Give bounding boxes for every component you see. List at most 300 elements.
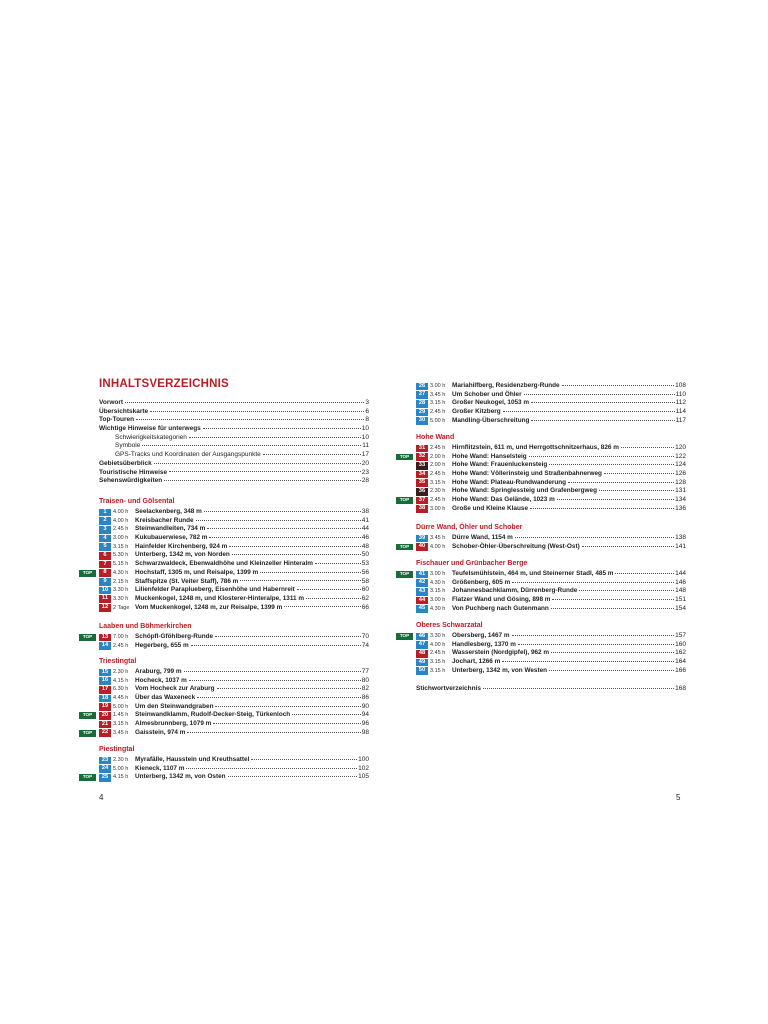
- tour-title: Hohe Wand: Frauenluckensteig: [452, 461, 548, 469]
- tour-number-badge: 49: [416, 659, 428, 667]
- toc-entry[interactable]: [99, 442, 369, 451]
- tour-entry[interactable]: [99, 534, 369, 543]
- section-heading: Hohe Wand: [416, 434, 455, 441]
- tour-title: Hohe Wand: Springlessteig und Grafenbergweg: [452, 487, 597, 495]
- tour-title: Kieneck, 1107 m: [135, 764, 185, 772]
- toc-list: [399, 632, 686, 675]
- toc-entry-page: 8: [365, 416, 369, 424]
- toc-entry[interactable]: [99, 451, 369, 460]
- tour-entry[interactable]: [82, 773, 369, 782]
- tour-entry[interactable]: [416, 641, 686, 650]
- tour-entry[interactable]: [99, 517, 369, 526]
- tour-number-badge: 45: [416, 605, 428, 613]
- tour-page: 74: [361, 641, 369, 649]
- tour-duration: 3.30 h: [113, 595, 129, 602]
- tour-page: 70: [361, 633, 369, 640]
- tour-number-badge: 1: [99, 509, 111, 517]
- tour-number-badge: 12: [99, 604, 111, 612]
- tour-number-badge: 5: [99, 543, 111, 551]
- toc-entry-title: Übersichtskarte: [99, 407, 149, 415]
- tour-page: 128: [675, 478, 686, 486]
- tour-title: Hohe Wand: Plateau-Rundwanderung: [452, 478, 567, 486]
- tour-page: 48: [361, 542, 369, 550]
- tour-page: 166: [675, 666, 686, 674]
- toc-list: [399, 534, 686, 551]
- tour-entry[interactable]: [99, 685, 369, 694]
- tour-title: Flatzer Wand und Gösing, 898 m: [452, 596, 551, 604]
- toc-list: [399, 444, 686, 514]
- dot-leader: [189, 680, 361, 681]
- tour-duration: 5.30 h: [113, 552, 129, 559]
- tour-title: Hirnflitzstein, 611 m, und Herrgottschnitzerhaus, 826 m: [452, 444, 619, 451]
- dot-leader: [483, 688, 674, 689]
- dot-leader: [292, 714, 361, 715]
- tour-duration: 3.15 h: [430, 400, 446, 407]
- tour-entry[interactable]: [416, 605, 686, 614]
- top-tour-badge: TOP: [396, 633, 413, 640]
- tour-entry[interactable]: [416, 487, 686, 496]
- toc-entry[interactable]: [99, 477, 369, 486]
- tour-page: 90: [361, 702, 369, 710]
- tour-page: 122: [675, 452, 686, 460]
- tour-duration: 3.15 h: [430, 667, 446, 674]
- toc-entry-page: 11: [362, 442, 369, 450]
- dot-leader: [551, 652, 674, 653]
- tour-number-badge: 43: [416, 588, 428, 596]
- top-tour-badge: TOP: [79, 712, 96, 719]
- dot-leader: [207, 528, 360, 529]
- tour-duration: 2.45 h: [430, 471, 446, 478]
- toc-entry-title: Gebietsüberblick: [99, 459, 152, 467]
- dot-leader: [306, 598, 361, 599]
- tour-entry[interactable]: [99, 642, 369, 651]
- tour-entry[interactable]: [416, 505, 686, 514]
- tour-number-badge: 8: [99, 569, 111, 577]
- tour-entry[interactable]: [416, 399, 686, 408]
- tour-duration: 2 Tage: [113, 604, 130, 611]
- dot-leader: [215, 706, 360, 707]
- section-heading: Traisen- und Gölsental: [99, 498, 175, 505]
- section-heading: Dürre Wand, Öhler und Schober: [416, 524, 523, 531]
- tour-page: 105: [358, 773, 369, 781]
- toc-entry-page: 23: [361, 468, 369, 476]
- tour-page: 136: [675, 504, 686, 512]
- section-heading: Oberes Schwarzatal: [416, 622, 483, 629]
- tour-number-badge: 46: [416, 633, 428, 641]
- tour-entry[interactable]: [99, 677, 369, 686]
- tour-duration: 4.00 h: [113, 509, 129, 515]
- tour-title: Hohe Wand: Das Gelände, 1023 m: [452, 496, 555, 504]
- tour-number-badge: 24: [99, 765, 111, 773]
- tour-title: Kukubauerwiese, 782 m: [135, 534, 208, 542]
- tour-entry[interactable]: [99, 551, 369, 560]
- tour-entry[interactable]: [416, 417, 686, 426]
- tour-number-badge: 30: [416, 417, 428, 425]
- toc-entry[interactable]: [99, 425, 369, 434]
- tour-title: Seelackenberg, 348 m: [135, 508, 202, 515]
- tour-page: 66: [361, 603, 369, 611]
- tour-entry[interactable]: [416, 596, 686, 605]
- tour-entry[interactable]: [82, 711, 369, 720]
- tour-duration: 3.15 h: [430, 588, 446, 595]
- tour-entry[interactable]: [416, 534, 686, 543]
- tour-number-badge: 44: [416, 597, 428, 605]
- dot-leader: [531, 420, 674, 421]
- dot-leader: [515, 537, 674, 538]
- tour-number-badge: 35: [416, 479, 428, 487]
- toc-list: [82, 508, 369, 612]
- index-entry[interactable]: [416, 685, 686, 694]
- tour-page: 77: [361, 668, 369, 675]
- tour-number-badge: 16: [99, 677, 111, 685]
- tour-entry[interactable]: [399, 632, 686, 641]
- tour-page: 50: [361, 551, 369, 559]
- dot-leader: [562, 385, 675, 386]
- tour-title: Hochstaff, 1305 m, und Reisalpe, 1399 m: [135, 568, 259, 576]
- tour-title: Vom Muckenkogel, 1248 m, zur Reisalpe, 1399 m: [135, 603, 283, 611]
- tour-duration: 2.45 h: [430, 650, 446, 657]
- tour-page: 117: [675, 416, 686, 424]
- tour-page: 108: [675, 382, 686, 389]
- tour-entry[interactable]: [416, 461, 686, 470]
- tour-duration: 1.45 h: [113, 712, 129, 719]
- tour-entry[interactable]: [416, 667, 686, 676]
- tour-number-badge: 41: [416, 571, 428, 579]
- tour-title: Großer Kitzberg: [452, 408, 501, 416]
- dot-leader: [196, 520, 361, 521]
- toc-entry-title: Symbole: [115, 442, 141, 450]
- tour-page: 144: [675, 570, 686, 577]
- tour-number-badge: 40: [416, 543, 428, 551]
- tour-entry[interactable]: [82, 633, 369, 642]
- tour-title: Von Puchberg nach Gutenmann: [452, 604, 549, 612]
- tour-entry[interactable]: [416, 470, 686, 479]
- tour-page: 98: [361, 728, 369, 736]
- tour-duration: 5.00 h: [430, 417, 446, 424]
- tour-title: Große und Kleine Klause: [452, 504, 528, 512]
- tour-number-badge: 34: [416, 471, 428, 479]
- tour-entry[interactable]: [399, 452, 686, 462]
- tour-entry[interactable]: [99, 560, 369, 569]
- dot-leader: [557, 499, 674, 500]
- tour-title: Gaisstein, 974 m: [135, 728, 186, 736]
- tour-number-badge: 26: [416, 383, 428, 391]
- top-tour-badge: TOP: [396, 571, 413, 578]
- dot-leader: [284, 606, 360, 607]
- tour-title: Jochart, 1266 m: [452, 658, 501, 666]
- tour-page: 60: [361, 586, 369, 594]
- tour-page: 100: [358, 756, 369, 763]
- tour-title: Mariahilfberg, Residenzberg-Runde: [452, 382, 560, 389]
- dot-leader: [530, 508, 674, 509]
- toc-entry-page: 20: [361, 459, 369, 467]
- toc-entry-page: 3: [365, 399, 369, 406]
- tour-entry[interactable]: [99, 765, 369, 774]
- dot-leader: [518, 644, 674, 645]
- toc-entry-title: Stichwortverzeichnis: [416, 685, 482, 692]
- tour-title: Schöpfl-Gföhlberg-Runde: [135, 633, 214, 640]
- toc-entry-page: 28: [361, 477, 369, 485]
- tour-duration: 2.30 h: [430, 488, 446, 495]
- tour-page: 38: [361, 508, 369, 515]
- tour-entry[interactable]: [416, 579, 686, 588]
- top-tour-badge: TOP: [79, 730, 96, 737]
- tour-number-badge: 17: [99, 686, 111, 694]
- tour-page: 62: [361, 594, 369, 602]
- tour-entry[interactable]: [99, 595, 369, 604]
- tour-number-badge: 32: [416, 453, 428, 461]
- tour-page: 110: [675, 390, 686, 398]
- toc-entry-title: GPS-Tracks und Koordinaten der Ausgangspunkte: [115, 451, 261, 459]
- tour-title: Hohe Wand: Völlerinsteig und Straßenbahnerweg: [452, 470, 602, 478]
- tour-duration: 4.30 h: [430, 605, 446, 612]
- dot-leader: [186, 768, 357, 769]
- dot-leader: [531, 402, 675, 403]
- toc-list: [82, 668, 369, 738]
- tour-entry[interactable]: [99, 720, 369, 729]
- tour-duration: 2.45 h: [113, 526, 129, 533]
- tour-page: 124: [675, 461, 686, 469]
- tour-page: 80: [361, 676, 369, 684]
- tour-number-badge: 10: [99, 587, 111, 595]
- dot-leader: [197, 697, 361, 698]
- section-heading: Triestingtal: [99, 658, 137, 665]
- tour-duration: 2.30 h: [113, 669, 129, 675]
- top-tour-badge: TOP: [396, 454, 413, 461]
- tour-entry[interactable]: [416, 391, 686, 400]
- tour-title: Myrafälle, Hausstein und Kreuthsattel: [135, 756, 250, 763]
- tour-duration: 4.00 h: [430, 543, 446, 550]
- dot-leader: [551, 608, 674, 609]
- tour-duration: 2.00 h: [430, 462, 446, 469]
- tour-duration: 3.15 h: [430, 479, 446, 486]
- tour-page: 126: [675, 470, 686, 478]
- tour-entry[interactable]: [416, 382, 686, 391]
- tour-title: Hainfelder Kirchenberg, 924 m: [135, 542, 228, 550]
- tour-entry[interactable]: [416, 658, 686, 667]
- top-tour-badge: TOP: [79, 774, 96, 781]
- top-tour-badge: TOP: [396, 497, 413, 504]
- tour-title: Hohe Wand: Hanselsteig: [452, 452, 527, 460]
- dot-leader: [549, 670, 674, 671]
- tour-entry[interactable]: [99, 668, 369, 677]
- tour-duration: 3.45 h: [430, 391, 446, 398]
- tour-page: 120: [675, 444, 686, 451]
- tour-title: Araburg, 799 m: [135, 668, 182, 675]
- toc-list: [82, 633, 369, 650]
- tour-entry[interactable]: [416, 587, 686, 596]
- tour-number-badge: 37: [416, 497, 428, 505]
- dot-leader: [228, 776, 358, 777]
- dot-leader: [297, 589, 361, 590]
- dot-leader: [502, 661, 674, 662]
- toc-entry-page: 6: [365, 407, 369, 415]
- tour-number-badge: 2: [99, 517, 111, 525]
- tour-entry[interactable]: [82, 568, 369, 578]
- tour-duration: 5.15 h: [113, 561, 129, 568]
- tour-title: Großer Neukogel, 1053 m: [452, 399, 530, 407]
- tour-entry[interactable]: [416, 408, 686, 417]
- tour-title: Vom Hocheck zur Araburg: [135, 685, 215, 693]
- tour-title: Größenberg, 605 m: [452, 578, 511, 586]
- tour-page: 151: [675, 596, 686, 604]
- tour-entry[interactable]: [399, 570, 686, 579]
- toc-entry[interactable]: [99, 408, 369, 417]
- tour-title: Unterberg, 1342 m, von Westen: [452, 666, 548, 674]
- dot-leader: [263, 454, 361, 455]
- tour-duration: 7.00 h: [113, 634, 129, 640]
- dot-leader: [187, 732, 360, 733]
- page-number-right: 5: [676, 793, 681, 802]
- toc-entry[interactable]: [99, 469, 369, 478]
- dot-leader: [209, 537, 360, 538]
- dot-leader: [599, 490, 674, 491]
- tour-duration: 2.45 h: [430, 445, 446, 451]
- toc-entry-title: Schwierigkeitskategorien: [115, 433, 187, 441]
- toc-entry[interactable]: [99, 460, 369, 469]
- tour-duration: 2.45 h: [430, 497, 446, 504]
- tour-title: Hegerberg, 655 m: [135, 641, 189, 649]
- tour-page: 58: [361, 577, 369, 585]
- tour-entry[interactable]: [99, 694, 369, 703]
- dot-leader: [164, 480, 361, 481]
- tour-duration: 5.00 h: [113, 703, 129, 710]
- tour-duration: 4.45 h: [113, 695, 129, 702]
- tour-number-badge: 9: [99, 578, 111, 586]
- tour-number-badge: 38: [416, 505, 428, 513]
- tour-page: 86: [361, 694, 369, 702]
- tour-title: Steinwandklamm, Rudolf-Decker-Steig, Türkenloch: [135, 711, 291, 719]
- tour-entry[interactable]: [99, 586, 369, 595]
- tour-title: Um Schober und Öhler: [452, 390, 522, 398]
- tour-entry[interactable]: [99, 756, 369, 765]
- tour-duration: 4.00 h: [430, 641, 446, 648]
- tour-page: 82: [361, 685, 369, 693]
- dot-leader: [251, 759, 357, 760]
- toc-entry-title: Vorwort: [99, 399, 124, 406]
- toc-list: [82, 756, 369, 782]
- dot-leader: [552, 599, 674, 600]
- tour-page: 141: [675, 542, 686, 550]
- tour-entry[interactable]: [82, 728, 369, 738]
- tour-duration: 3.00 h: [113, 535, 129, 542]
- tour-title: Almesbrunnberg, 1079 m: [135, 720, 212, 728]
- dot-leader: [215, 636, 361, 637]
- tour-duration: 5.00 h: [113, 765, 129, 772]
- dot-leader: [503, 411, 675, 412]
- toc-entry-page: 17: [361, 451, 369, 459]
- section-heading: Piestingtal: [99, 746, 135, 753]
- tour-number-badge: 25: [99, 774, 111, 782]
- tour-entry[interactable]: [416, 444, 686, 453]
- toc-entry[interactable]: [99, 416, 369, 425]
- tour-entry[interactable]: [99, 508, 369, 517]
- tour-number-badge: 4: [99, 535, 111, 543]
- dot-leader: [615, 573, 674, 574]
- tour-number-badge: 19: [99, 703, 111, 711]
- tour-page: 46: [361, 534, 369, 542]
- dot-leader: [189, 437, 361, 438]
- toc-entry[interactable]: [99, 434, 369, 443]
- tour-duration: 6.30 h: [113, 686, 129, 693]
- tour-entry[interactable]: [399, 542, 686, 552]
- tour-page: 162: [675, 649, 686, 657]
- toc-entry-page: 168: [675, 685, 686, 692]
- tour-number-badge: 6: [99, 552, 111, 560]
- tour-number-badge: 20: [99, 712, 111, 720]
- dot-leader: [184, 671, 361, 672]
- tour-entry[interactable]: [99, 525, 369, 534]
- dot-leader: [549, 464, 674, 465]
- tour-entry[interactable]: [99, 543, 369, 552]
- tour-title: Unterberg, 1342 m, von Norden: [135, 551, 230, 559]
- tour-number-badge: 11: [99, 595, 111, 603]
- tour-page: 56: [361, 568, 369, 576]
- dot-leader: [315, 563, 361, 564]
- tour-entry[interactable]: [99, 703, 369, 712]
- tour-entry[interactable]: [99, 604, 369, 613]
- tour-duration: 4.15 h: [113, 774, 129, 781]
- tour-duration: 3.00 h: [430, 383, 446, 389]
- tour-duration: 3.00 h: [430, 505, 446, 512]
- dot-leader: [512, 635, 675, 636]
- tour-entry[interactable]: [416, 649, 686, 658]
- tour-title: Handlesberg, 1370 m: [452, 640, 516, 648]
- toc-title: INHALTSVERZEICHNIS: [99, 378, 229, 390]
- section-heading: Laaben und Böhmerkirchen: [99, 623, 192, 630]
- dot-leader: [191, 645, 361, 646]
- dot-leader: [150, 411, 364, 412]
- dot-leader: [604, 473, 674, 474]
- tour-number-badge: 28: [416, 400, 428, 408]
- tour-page: 112: [675, 399, 686, 407]
- tour-duration: 3.15 h: [430, 659, 446, 666]
- toc-list: [99, 399, 369, 486]
- tour-page: 148: [675, 587, 686, 595]
- dot-leader: [217, 688, 361, 689]
- tour-page: 94: [361, 711, 369, 719]
- dot-leader: [232, 554, 361, 555]
- tour-number-badge: 36: [416, 488, 428, 496]
- tour-number-badge: 14: [99, 642, 111, 650]
- tour-number-badge: 23: [99, 757, 111, 765]
- tour-entry[interactable]: [99, 578, 369, 587]
- dot-leader: [154, 463, 361, 464]
- tour-title: Teufelsmühlstein, 464 m, und Steinerner Stadl, 485 m: [452, 570, 614, 577]
- tour-entry[interactable]: [399, 496, 686, 505]
- tour-number-badge: 3: [99, 526, 111, 534]
- tour-duration: 3.45 h: [113, 729, 129, 736]
- tour-entry[interactable]: [416, 479, 686, 488]
- tour-title: Kreisbacher Runde: [135, 516, 194, 524]
- tour-duration: 3.15 h: [113, 721, 129, 728]
- toc-entry-title: Touristische Hinweise: [99, 468, 168, 476]
- tour-title: Um den Steinwandgraben: [135, 702, 214, 710]
- tour-number-badge: 18: [99, 695, 111, 703]
- top-tour-badge: TOP: [79, 634, 96, 641]
- tour-page: 134: [675, 496, 686, 504]
- toc-entry-page: 10: [361, 433, 369, 441]
- tour-number-badge: 21: [99, 721, 111, 729]
- tour-number-badge: 22: [99, 729, 111, 737]
- toc-list: [416, 382, 686, 425]
- tour-title: Lilienfelder Paraplueberg, Eisenhöhe und Habernreit: [135, 586, 295, 594]
- tour-duration: 4.15 h: [113, 677, 129, 684]
- tour-page: 164: [675, 658, 686, 666]
- toc-entry[interactable]: [99, 399, 369, 408]
- tour-duration: 3.15 h: [113, 543, 129, 550]
- toc-entry-page: 10: [361, 425, 369, 433]
